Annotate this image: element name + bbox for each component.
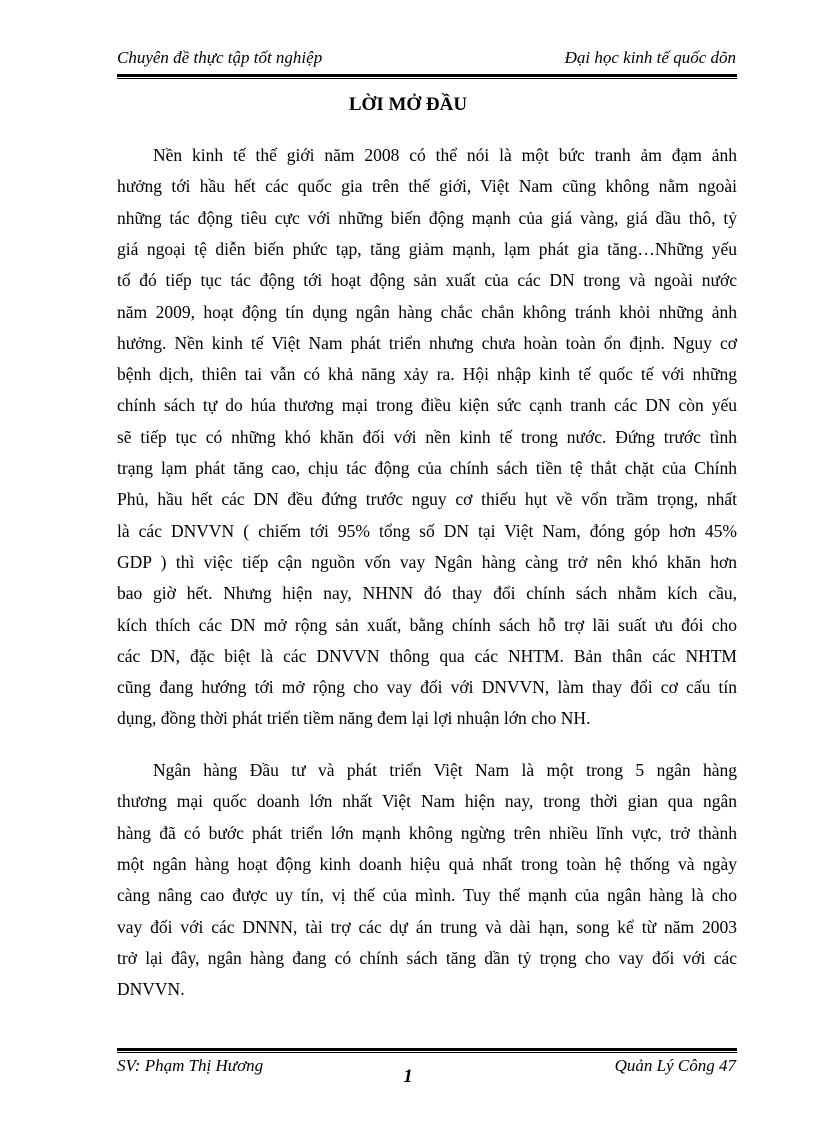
paragraph-line: trở lại đây, ngân hàng đang có chính sách tăng dần tỷ trọng cho vay đối với các bbox=[117, 947, 737, 968]
paragraph-line: những tác động tiêu cực với những biến động mạnh của giá vàng, giá dầu thô, tỷ bbox=[117, 207, 737, 228]
paragraph-line: vay đối với các DNNN, tài trợ các dự án trung và dài hạn, song kể từ năm 2003 bbox=[117, 916, 737, 937]
header-right-text: Đại học kinh tế quốc dõn bbox=[564, 48, 736, 67]
paragraph-line: cũng đang hướng tới mở rộng cho vay đối với DNVVN, làm thay đổi cơ cấu tín bbox=[117, 677, 737, 698]
paragraph-line: chính sách tự do húa thương mại trong điều kiện sức cạnh tranh các DN còn yếu bbox=[117, 395, 737, 416]
paragraph-line: sẽ tiếp tục có những khó khăn đối với nền kinh tế trong nước. Đứng trước tình bbox=[117, 426, 737, 447]
paragraph-line: bệnh dịch, thiên tai vẫn có khả năng xảy ra. Hội nhập kinh tế quốc tế với những bbox=[117, 364, 737, 385]
page-number: 1 bbox=[403, 1066, 413, 1087]
paragraph-line: thương mại quốc doanh lớn nhất Việt Nam hiện nay, trong thời gian qua ngân bbox=[117, 791, 737, 812]
paragraph-line: Phủ, hầu hết các DN đều đứng trước nguy cơ thiếu hụt về vốn trầm trọng, nhất bbox=[117, 489, 737, 510]
paragraph-line: trạng lạm phát tăng cao, chịu tác động của chính sách tiền tệ thắt chặt của Chính bbox=[117, 458, 737, 478]
header-left-text: Chuyên đề thực tập tốt nghiệp bbox=[117, 48, 323, 67]
footer-class: Quản Lý Công 47 bbox=[614, 1056, 736, 1075]
paragraph-line: là các DNVVN ( chiếm tới 95% tổng số DN tại Việt Nam, đóng góp hơn 45% bbox=[117, 520, 737, 541]
paragraph-line: Nền kinh tế thế giới năm 2008 có thể nói là một bức tranh ảm đạm ảnh bbox=[153, 145, 737, 165]
paragraph-line: càng nâng cao được uy tín, vị thế của mình. Tuy thế mạnh của ngân hàng là cho bbox=[117, 885, 737, 906]
paragraph-line: bao giờ hết. Nhưng hiện nay, NHNN đó thay đổi chính sách nhằm kích cầu, bbox=[117, 583, 737, 604]
paragraph-line: hưởng. Nền kinh tế Việt Nam phát triển nhưng chưa hoàn toàn ổn định. Nguy cơ bbox=[117, 332, 737, 353]
paragraph-line: hàng đã có bước phát triển lớn mạnh không ngừng trên nhiều lĩnh vực, trở thành bbox=[117, 822, 737, 843]
page-title: LỜI MỞ ĐẦU bbox=[348, 94, 468, 115]
footer-divider bbox=[117, 1048, 737, 1053]
paragraph-line: GDP ) thì việc tiếp cận nguồn vốn vay Ngân hàng càng trở nên khó khăn hơn bbox=[117, 551, 737, 572]
footer-author: SV: Phạm Thị Hương bbox=[117, 1056, 264, 1075]
paragraph-line: dụng, đồng thời phát triển tiềm năng đem lại lợi nhuận lớn cho NH. bbox=[117, 708, 591, 729]
paragraph-line: Ngân hàng Đầu tư và phát triển Việt Nam là một trong 5 ngân hàng bbox=[153, 760, 737, 780]
paragraph-line: một ngân hàng hoạt động kinh doanh hiệu quả nhất trong toàn hệ thống và ngày bbox=[117, 853, 737, 874]
paragraph-line: hưởng tới hầu hết các quốc gia trên thế giới, Việt Nam cũng không nằm ngoài bbox=[117, 176, 737, 197]
paragraph-line: tố đó tiếp tục tác động tới hoạt động sản xuất của các DN trong và ngoài nước bbox=[117, 270, 737, 291]
paragraph-line: năm 2009, hoạt động tín dụng ngân hàng chắc chắn không tránh khỏi những ảnh bbox=[117, 301, 737, 322]
paragraph-line: kích thích các DN mở rộng sản xuất, bằng chính sách hỗ trợ lãi suất ưu đói cho bbox=[117, 614, 737, 635]
paragraph-line: các DN, đặc biệt là các DNVVN thông qua các NHTM. Bản thân các NHTM bbox=[117, 645, 737, 666]
header-divider bbox=[117, 74, 737, 79]
paragraph-line: DNVVN. bbox=[117, 979, 185, 1000]
paragraph-line: giá ngoại tệ diễn biến phức tạp, tăng giảm mạnh, lạm phát gia tăng…Những yếu bbox=[117, 238, 737, 259]
